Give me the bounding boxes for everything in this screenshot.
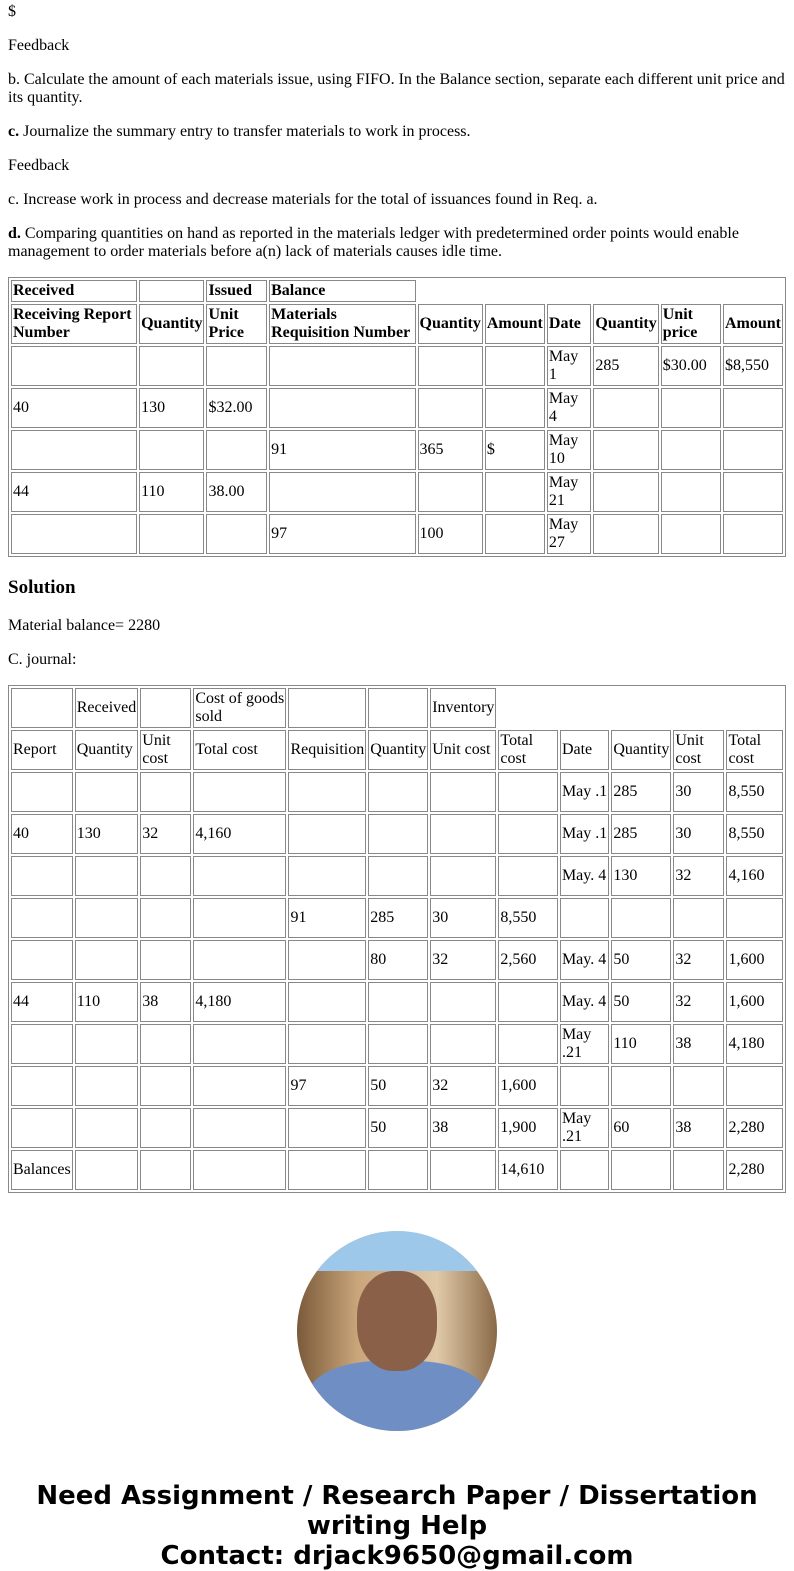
table-cell: May. 4: [560, 982, 609, 1022]
table-row: [11, 982, 783, 1022]
table-cell: [673, 1066, 724, 1106]
table-row: [11, 346, 783, 386]
table-cell: [430, 772, 496, 812]
table-cell: [288, 772, 366, 812]
column-header: Date: [560, 730, 609, 770]
column-header: Unit cost: [140, 730, 191, 770]
table-cell: 32: [430, 940, 496, 980]
ad-line-2: writing Help: [306, 1511, 488, 1541]
column-header: Total cost: [193, 730, 286, 770]
table-cell: [611, 1150, 671, 1190]
table-cell: [139, 346, 204, 386]
header-row: [11, 304, 783, 344]
table-cell: 4,160: [726, 856, 783, 896]
column-header: Quantity: [368, 730, 428, 770]
table-cell: 50: [611, 940, 671, 980]
table-cell: [661, 514, 721, 554]
table-cell: [368, 856, 428, 896]
table-cell: [193, 1066, 286, 1106]
table-cell: [269, 388, 415, 428]
table-cell: [11, 514, 137, 554]
instruction-c: [8, 123, 786, 141]
table-cell: [611, 898, 671, 938]
table-cell: [139, 514, 204, 554]
table-cell: May .21: [560, 1108, 609, 1148]
table-cell: [593, 514, 658, 554]
table-cell: 30: [673, 772, 724, 812]
table-cell: 60: [611, 1108, 671, 1148]
table-cell: 30: [430, 898, 496, 938]
label-c: c.: [8, 123, 20, 140]
table-cell: [723, 388, 783, 428]
table-cell: [368, 1150, 428, 1190]
table-cell: $8,550: [723, 346, 783, 386]
group-header-cell: [11, 688, 73, 728]
table-cell: 50: [368, 1066, 428, 1106]
table-cell: [430, 1150, 496, 1190]
table-cell: [75, 1066, 139, 1106]
table-cell: [75, 1024, 139, 1064]
group-header-cell: Cost of goods sold: [193, 688, 286, 728]
table-cell: May 4: [547, 388, 592, 428]
dollar-text: $: [8, 3, 16, 20]
table-cell: 44: [11, 472, 137, 512]
group-header-cell: [139, 280, 204, 302]
table-cell: 97: [269, 514, 415, 554]
table-row: [11, 472, 783, 512]
table-cell: [485, 514, 545, 554]
table-cell: 91: [269, 430, 415, 470]
group-header-row: [11, 280, 783, 302]
table-cell: [430, 856, 496, 896]
column-header: Quantity: [593, 304, 658, 344]
table-cell: May .21: [560, 1024, 609, 1064]
table-cell: [368, 982, 428, 1022]
column-header: Unit Price: [206, 304, 267, 344]
table-cell: [75, 940, 139, 980]
table-cell: 50: [611, 982, 671, 1022]
table-cell: [139, 430, 204, 470]
table-cell: [723, 514, 783, 554]
table-cell: [288, 1024, 366, 1064]
column-header: Total cost: [498, 730, 558, 770]
table-cell: [11, 856, 73, 896]
journal-label: C. journal:: [8, 651, 77, 668]
table-cell: [560, 898, 609, 938]
group-header-cell: Issued: [206, 280, 267, 302]
table-cell: [593, 388, 658, 428]
table-row: [11, 814, 783, 854]
column-header: Requisition: [288, 730, 366, 770]
table-cell: [140, 856, 191, 896]
column-header: Quantity: [611, 730, 671, 770]
table-cell: [193, 1024, 286, 1064]
column-header: Materials Requisition Number: [269, 304, 415, 344]
table-cell: 100: [418, 514, 483, 554]
column-header: Unit price: [661, 304, 721, 344]
table-cell: [430, 1024, 496, 1064]
group-header-cell: [368, 688, 428, 728]
journal-table: [8, 685, 786, 1193]
table-cell: [418, 346, 483, 386]
table-row: [11, 1024, 783, 1064]
table-cell: May. 4: [560, 940, 609, 980]
table-cell: May. 4: [560, 856, 609, 896]
text-c: Journalize the summary entry to transfer materials to work in process.: [19, 123, 471, 140]
table-cell: [206, 430, 267, 470]
table-cell: 285: [611, 814, 671, 854]
table-cell: May .1: [560, 814, 609, 854]
table-cell: [288, 1150, 366, 1190]
feedback-label: Feedback: [8, 37, 70, 54]
table-cell: [661, 430, 721, 470]
table-cell: 80: [368, 940, 428, 980]
table-cell: [485, 346, 545, 386]
table-cell: [723, 430, 783, 470]
table-cell: 38: [140, 982, 191, 1022]
table-cell: [193, 1150, 286, 1190]
column-header: Quantity: [75, 730, 139, 770]
table-cell: 40: [11, 388, 137, 428]
table-cell: [368, 772, 428, 812]
table-cell: 8,550: [726, 772, 783, 812]
table-row: [11, 772, 783, 812]
table-cell: 32: [673, 940, 724, 980]
table-row: [11, 1150, 783, 1190]
column-header: Report: [11, 730, 73, 770]
table-cell: May 1: [547, 346, 592, 386]
table-cell: 38: [673, 1108, 724, 1148]
instruction-b: b. Calculate the amount of each materials issue, using FIFO. In the Balance section, separate each different unit price and its quantity.: [8, 71, 785, 106]
table-cell: [11, 772, 73, 812]
column-header: Date: [547, 304, 592, 344]
column-header: Total cost: [726, 730, 783, 770]
table-cell: [193, 1108, 286, 1148]
table-cell: [75, 1108, 139, 1148]
group-header-row: [11, 688, 783, 728]
table-cell: 2,280: [726, 1150, 783, 1190]
table-cell: 50: [368, 1108, 428, 1148]
table-cell: May 10: [547, 430, 592, 470]
table-cell: 110: [75, 982, 139, 1022]
table-cell: [11, 1066, 73, 1106]
table-cell: [193, 772, 286, 812]
table-cell: [75, 856, 139, 896]
text-d: Comparing quantities on hand as reported in the materials ledger with predetermined order points would enable management to order materials before a(n) lack of materials causes idle time.: [8, 225, 739, 260]
table-cell: [11, 1108, 73, 1148]
table-cell: 97: [288, 1066, 366, 1106]
table-cell: 110: [139, 472, 204, 512]
table-cell: 40: [11, 814, 73, 854]
table-cell: [140, 1150, 191, 1190]
table-cell: [140, 1024, 191, 1064]
table-cell: [498, 982, 558, 1022]
table-cell: [75, 772, 139, 812]
group-header-cell: [140, 688, 191, 728]
table-cell: 8,550: [498, 898, 558, 938]
table-cell: [418, 388, 483, 428]
materials-ledger-table: [8, 277, 786, 557]
table-cell: 4,180: [726, 1024, 783, 1064]
column-header: Unit cost: [673, 730, 724, 770]
table-cell: [269, 472, 415, 512]
table-cell: [75, 898, 139, 938]
table-cell: 130: [611, 856, 671, 896]
table-cell: [418, 472, 483, 512]
table-cell: $30.00: [661, 346, 721, 386]
table-cell: 1,600: [726, 982, 783, 1022]
table-row: [11, 898, 783, 938]
table-cell: 110: [611, 1024, 671, 1064]
table-cell: [140, 940, 191, 980]
table-cell: [723, 472, 783, 512]
table-cell: [75, 1150, 139, 1190]
material-balance: Material balance= 2280: [8, 617, 161, 634]
table-row: [11, 1066, 783, 1106]
column-header: Amount: [485, 304, 545, 344]
table-cell: [726, 1066, 783, 1106]
table-cell: May 21: [547, 472, 592, 512]
table-cell: 44: [11, 982, 73, 1022]
table-cell: 285: [368, 898, 428, 938]
table-cell: [140, 772, 191, 812]
ad-banner: [0, 1481, 794, 1571]
instruction-d: [8, 225, 786, 261]
table-cell: $32.00: [206, 388, 267, 428]
table-cell: 38.00: [206, 472, 267, 512]
table-row: [11, 940, 783, 980]
table-cell: 32: [140, 814, 191, 854]
table-cell: 30: [673, 814, 724, 854]
table-cell: [11, 1024, 73, 1064]
column-header: Quantity: [418, 304, 483, 344]
table-cell: 8,550: [726, 814, 783, 854]
table-cell: 91: [288, 898, 366, 938]
table-cell: [206, 514, 267, 554]
table-cell: 1,600: [498, 1066, 558, 1106]
feedback-label: Feedback: [8, 157, 70, 174]
table-cell: Balances: [11, 1150, 73, 1190]
table-row: [11, 514, 783, 554]
table-cell: 130: [75, 814, 139, 854]
table-cell: [368, 1024, 428, 1064]
table-cell: [193, 898, 286, 938]
table-row: [11, 1108, 783, 1148]
table-cell: May 27: [547, 514, 592, 554]
table-cell: [11, 430, 137, 470]
table-row: [11, 856, 783, 896]
ad-line-3: Contact: drjack9650@gmail.com: [160, 1541, 634, 1571]
table-cell: 32: [430, 1066, 496, 1106]
table-cell: [430, 982, 496, 1022]
table-cell: 32: [673, 982, 724, 1022]
table-cell: [140, 1066, 191, 1106]
label-d: d.: [8, 225, 21, 242]
column-header: Unit cost: [430, 730, 496, 770]
group-header-cell: [288, 688, 366, 728]
table-cell: [485, 388, 545, 428]
table-cell: 285: [611, 772, 671, 812]
table-cell: 4,160: [193, 814, 286, 854]
table-cell: 4,180: [193, 982, 286, 1022]
table-cell: [560, 1150, 609, 1190]
table-cell: [661, 388, 721, 428]
table-cell: [560, 1066, 609, 1106]
table-cell: 285: [593, 346, 658, 386]
table-cell: [140, 1108, 191, 1148]
table-cell: [611, 1066, 671, 1106]
table-cell: [11, 346, 137, 386]
table-cell: [498, 856, 558, 896]
table-row: [11, 388, 783, 428]
author-photo: [297, 1231, 497, 1431]
table-cell: [288, 940, 366, 980]
table-cell: [288, 814, 366, 854]
header-row: [11, 730, 783, 770]
table-cell: [193, 940, 286, 980]
table-cell: [673, 898, 724, 938]
table-cell: 32: [673, 856, 724, 896]
table-cell: [498, 814, 558, 854]
table-cell: [593, 430, 658, 470]
table-cell: [288, 1108, 366, 1148]
group-header-cell: Received: [75, 688, 139, 728]
column-header: Receiving Report Number: [11, 304, 137, 344]
table-cell: [485, 472, 545, 512]
table-cell: [368, 814, 428, 854]
table-cell: [140, 898, 191, 938]
table-cell: [661, 472, 721, 512]
table-cell: [193, 856, 286, 896]
table-cell: [430, 814, 496, 854]
table-cell: 130: [139, 388, 204, 428]
table-cell: [11, 940, 73, 980]
column-header: Amount: [723, 304, 783, 344]
feedback-c: c. Increase work in process and decrease materials for the total of issuances found in Req. a.: [8, 191, 598, 208]
table-cell: 365: [418, 430, 483, 470]
table-cell: [593, 472, 658, 512]
table-cell: May .1: [560, 772, 609, 812]
table-cell: [673, 1150, 724, 1190]
table-cell: [498, 772, 558, 812]
group-header-cell: Inventory: [430, 688, 496, 728]
table-cell: [288, 982, 366, 1022]
table-cell: [726, 898, 783, 938]
table-cell: 2,280: [726, 1108, 783, 1148]
ad-line-1: Need Assignment / Research Paper / Dissertation: [36, 1481, 758, 1511]
table-cell: 38: [673, 1024, 724, 1064]
table-cell: 38: [430, 1108, 496, 1148]
group-header-cell: Balance: [269, 280, 415, 302]
table-cell: [11, 898, 73, 938]
table-cell: 1,600: [726, 940, 783, 980]
table-cell: [269, 346, 415, 386]
table-cell: [206, 346, 267, 386]
group-header-cell: Received: [11, 280, 137, 302]
solution-heading: Solution: [8, 577, 76, 598]
table-cell: 1,900: [498, 1108, 558, 1148]
table-cell: 14,610: [498, 1150, 558, 1190]
column-header: Quantity: [139, 304, 204, 344]
table-row: [11, 430, 783, 470]
top-partial: [0, 0, 794, 22]
table-cell: 2,560: [498, 940, 558, 980]
table-cell: [498, 1024, 558, 1064]
table-cell: [288, 856, 366, 896]
table-cell: $: [485, 430, 545, 470]
